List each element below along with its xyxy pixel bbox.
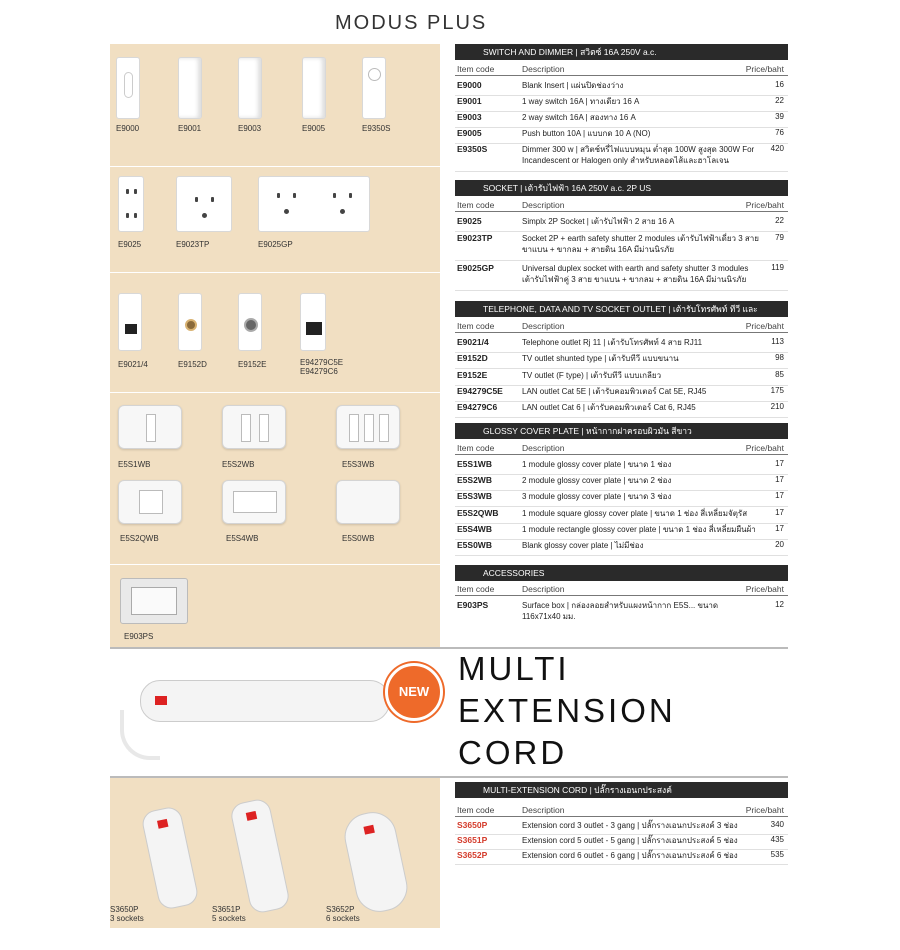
item-desc: TV outlet shunted type | เต้ารับทีวี แบบขนาน: [522, 354, 679, 363]
panel-divider: [110, 272, 440, 273]
e9025gp-image: [258, 176, 370, 232]
item-price: 39: [775, 112, 784, 121]
item-desc: Universal duplex socket with earth and safety shutter 3 modules เต้ารับไฟฟ้าคู่ 3 สาย ขาแบน + ขากลม + สายดิน 16A มีม่านนิรภัย: [522, 264, 749, 284]
item-desc: Blank Insert | แผ่นปิดช่องว่าง: [522, 81, 624, 90]
plate-slot: [379, 414, 389, 442]
switch-red-icon: [155, 696, 167, 705]
header-code: Item code: [457, 805, 495, 815]
item-code: S3650P: [457, 820, 488, 830]
item-code: S3652P: [457, 850, 488, 860]
item-price: 17: [775, 508, 784, 517]
pin-hole: [277, 193, 280, 198]
e5s2qwb-image: [118, 480, 182, 524]
e5s4wb-image: [222, 480, 286, 524]
new-badge: NEW: [385, 663, 443, 721]
plate-slot: [233, 491, 277, 513]
item-price: 22: [775, 96, 784, 105]
item-price: 113: [771, 337, 784, 346]
item-desc: 2 way switch 16A | สองทาง 16 A: [522, 113, 636, 122]
item-desc: Surface box | กล่องลอยสำหรับแผงหน้ากาก E5S... ขนาด 116x71x40 มม.: [522, 601, 719, 621]
e9350s-image: [362, 57, 386, 119]
table-row: [455, 370, 788, 386]
item-price: 119: [771, 263, 784, 272]
item-price: 175: [770, 386, 784, 395]
header-desc: Description: [522, 443, 565, 453]
header-code: Item code: [457, 584, 495, 594]
banner-bottom-line: [110, 776, 788, 778]
plate-slot: [259, 414, 269, 442]
table-row: [455, 353, 788, 369]
item-code: E9005: [457, 128, 482, 138]
e9152e-image: [238, 293, 262, 351]
item-price: 85: [775, 370, 784, 379]
item-price: 420: [770, 144, 784, 153]
header-code: Item code: [457, 443, 495, 453]
pin-hole: [333, 193, 336, 198]
header-desc: Description: [522, 805, 565, 815]
earth-hole: [202, 213, 207, 218]
caption-e5s4wb: E5S4WB: [226, 534, 259, 543]
banner-title-multi: MULTI: [458, 650, 570, 687]
item-desc: Extension cord 3 outlet - 3 gang | ปลั๊กรางเอนกประสงค์ 3 ช่อง: [522, 821, 738, 830]
caption-e9000: E9000: [116, 124, 140, 133]
item-price: 16: [775, 80, 784, 89]
banner-cable: [120, 710, 160, 760]
item-desc: Dimmer 300 w | สวิตช์หรี่ไฟแบบหมุน ต่ำสุด 100W สูงสุด 300W For Incandescent or Halogen only สำหรับหลอดไส้และฮาโลเจน: [522, 145, 755, 165]
pin-hole: [126, 213, 129, 218]
item-price: 17: [775, 475, 784, 484]
item-code: E9025: [457, 216, 482, 226]
banner-cord-image: [140, 680, 390, 722]
item-price: 535: [770, 850, 784, 859]
table-header: [455, 321, 788, 333]
e9001-image: [178, 57, 202, 119]
header-price: Price/baht: [745, 443, 784, 453]
item-price: 20: [775, 540, 784, 549]
switch-red-icon: [157, 819, 168, 829]
plate-slot: [241, 414, 251, 442]
header-desc: Description: [522, 321, 565, 331]
item-desc: 1 module glossy cover plate | ขนาด 1 ช่อง: [522, 460, 672, 469]
rj45-jack-icon: [306, 322, 322, 335]
rj11-jack-icon: [125, 324, 137, 334]
e9025-image: [118, 176, 144, 232]
item-desc: 1 way switch 16A | ทางเดียว 16 A: [522, 97, 640, 106]
caption-e9350s: E9350S: [362, 124, 391, 133]
caption-s3652p: S3652P 6 sockets: [326, 905, 360, 923]
table-header: [455, 200, 788, 212]
panel-divider: [110, 564, 440, 565]
e94279-image: [300, 293, 326, 351]
caption-s3651p: S3651P 5 sockets: [212, 905, 246, 923]
item-price: 98: [775, 353, 784, 362]
e5s2wb-image: [222, 405, 286, 449]
item-code: S3651P: [457, 835, 488, 845]
table-row: [455, 337, 788, 353]
dimmer-knob-icon: [368, 68, 381, 81]
earth-hole: [284, 209, 289, 214]
caption-e5s3wb: E5S3WB: [342, 460, 375, 469]
item-code: E5S3WB: [457, 491, 492, 501]
section-switch-title: SWITCH AND DIMMER | สวิตซ์ 16A 250V a.c.: [455, 44, 788, 60]
brand-title: MODUS PLUS: [335, 12, 488, 34]
table-row: [455, 475, 788, 491]
item-code: E94279C5E: [457, 386, 503, 396]
header-desc: Description: [522, 200, 565, 210]
caption-e94279: E94279C5E E94279C6: [300, 358, 344, 376]
e9003-image: [238, 57, 262, 119]
item-desc: Simplx 2P Socket | เต้ารับไฟฟ้า 2 สาย 16 A: [522, 217, 675, 226]
item-desc: 2 module glossy cover plate | ขนาด 2 ช่อง: [522, 476, 672, 485]
caption-e9025: E9025: [118, 240, 142, 249]
header-code: Item code: [457, 64, 495, 74]
item-price: 340: [770, 820, 784, 829]
e5s1wb-image: [118, 405, 182, 449]
table-row: [455, 850, 788, 865]
caption-e9003: E9003: [238, 124, 262, 133]
item-code: E9025GP: [457, 263, 494, 273]
item-price: 76: [775, 128, 784, 137]
item-code: E5S1WB: [457, 459, 492, 469]
item-desc: LAN outlet Cat 5E | เต้ารับคอมพิวเตอร์ Cat 5E, RJ45: [522, 387, 707, 396]
item-code: E9350S: [457, 144, 488, 154]
table-row: [455, 128, 788, 144]
table-row: [455, 402, 788, 418]
e9023tp-image: [176, 176, 232, 232]
caption-e9005: E9005: [302, 124, 326, 133]
pin-hole: [293, 193, 296, 198]
item-price: 17: [775, 524, 784, 533]
box-inner: [131, 587, 177, 615]
table-row: [455, 459, 788, 475]
item-desc: Telephone outlet Rj 11 | เต้ารับโทรศัพท์ 4 สาย RJ11: [522, 338, 703, 347]
table-row: [455, 386, 788, 402]
item-price: 17: [775, 491, 784, 500]
item-code: E5S2QWB: [457, 508, 499, 518]
e9005-image: [302, 57, 326, 119]
banner-title-extension: EXTENSION: [458, 692, 676, 729]
multi-extension-banner: [110, 650, 788, 775]
table-row: [455, 524, 788, 540]
item-desc: LAN outlet Cat 6 | เต้ารับคอมพิวเตอร์ Cat 6, RJ45: [522, 403, 696, 412]
plate-slot: [349, 414, 359, 442]
header-desc: Description: [522, 64, 565, 74]
item-price: 79: [775, 233, 784, 242]
table-row: [455, 540, 788, 556]
table-header: [455, 805, 788, 817]
item-price: 12: [775, 600, 784, 609]
pin-hole: [211, 197, 214, 202]
table-row: [455, 600, 788, 628]
section-multi-title: MULTI-EXTENSION CORD | ปลั๊กรางเอนกประสงค์: [455, 782, 788, 798]
table-row: [455, 508, 788, 524]
panel-data: [110, 272, 440, 392]
panel-switches: [110, 44, 440, 166]
caption-e9001: E9001: [178, 124, 202, 133]
caption-s3650p: S3650P 3 sockets: [110, 905, 144, 923]
item-price: 210: [770, 402, 784, 411]
caption-e9023tp: E9023TP: [176, 240, 210, 249]
blank-oval: [124, 72, 133, 98]
pin-hole: [126, 189, 129, 194]
table-header: [455, 584, 788, 596]
header-code: Item code: [457, 321, 495, 331]
item-code: E9152E: [457, 370, 488, 380]
item-code: E5S4WB: [457, 524, 492, 534]
header-desc: Description: [522, 584, 565, 594]
item-price: 435: [770, 835, 784, 844]
e9152d-image: [178, 293, 202, 351]
earth-hole: [340, 209, 345, 214]
caption-e5s2qwb: E5S2QWB: [120, 534, 159, 543]
item-desc: TV outlet (F type) | เต้ารับทีวี แบบเกลียว: [522, 371, 662, 380]
caption-e9021-4: E9021/4: [118, 360, 148, 369]
header-price: Price/baht: [745, 805, 784, 815]
caption-e9152e: E9152E: [238, 360, 267, 369]
e5s0wb-image: [336, 480, 400, 524]
item-code: E9000: [457, 80, 482, 90]
panel-divider: [110, 166, 440, 167]
panel-divider: [110, 392, 440, 393]
item-desc: Blank glossy cover plate | ไม่มีช่อง: [522, 541, 644, 550]
section-socket-title: SOCKET | เต้ารับไฟฟ้า 16A 250V a.c. 2P US: [455, 180, 788, 196]
header-price: Price/baht: [745, 584, 784, 594]
item-code: E94279C6: [457, 402, 498, 412]
item-code: E903PS: [457, 600, 489, 610]
switch-red-icon: [246, 811, 257, 821]
item-code: E9001: [457, 96, 482, 106]
item-code: E9023TP: [457, 233, 493, 243]
header-price: Price/baht: [745, 64, 784, 74]
item-price: 17: [775, 459, 784, 468]
table-row: [455, 96, 788, 112]
caption-e9152d: E9152D: [178, 360, 207, 369]
table-row: [455, 263, 788, 291]
plate-slot: [146, 414, 156, 442]
f-connector-icon: [244, 318, 258, 332]
e5s3wb-image: [336, 405, 400, 449]
item-desc: Push button 10A | แบบกด 10 A (NO): [522, 129, 651, 138]
plate-slot: [139, 490, 163, 514]
header-price: Price/baht: [745, 321, 784, 331]
e9000-image: [116, 57, 140, 119]
table-row: [455, 820, 788, 835]
banner-title-cord: CORD: [458, 734, 568, 771]
item-desc: Extension cord 5 outlet - 5 gang | ปลั๊กรางเอนกประสงค์ 5 ช่อง: [522, 836, 738, 845]
e903ps-image: [120, 578, 188, 624]
header-code: Item code: [457, 200, 495, 210]
table-row: [455, 80, 788, 96]
header-price: Price/baht: [745, 200, 784, 210]
item-code: E5S0WB: [457, 540, 492, 550]
table-row: [455, 835, 788, 850]
item-code: E9003: [457, 112, 482, 122]
caption-e5s0wb: E5S0WB: [342, 534, 375, 543]
section-cover-title: GLOSSY COVER PLATE | หน้ากากฝาครอบผิวมัน สีขาว: [455, 423, 788, 439]
item-desc: 1 module square glossy cover plate | ขนาด 1 ช่อง สี่เหลี่ยมจัตุรัส: [522, 509, 748, 518]
table-row: [455, 112, 788, 128]
e9021-4-image: [118, 293, 142, 351]
item-desc: Extension cord 6 outlet - 6 gang | ปลั๊กรางเอนกประสงค์ 6 ช่อง: [522, 851, 738, 860]
caption-e903ps: E903PS: [124, 632, 154, 641]
section-accessories-title: ACCESSORIES: [455, 565, 788, 581]
table-header: [455, 443, 788, 455]
pin-hole: [195, 197, 198, 202]
pin-hole: [349, 193, 352, 198]
caption-e9025gp: E9025GP: [258, 240, 293, 249]
item-code: E9021/4: [457, 337, 489, 347]
coax-jack-icon: [185, 319, 197, 331]
item-desc: Socket 2P + earth safety shutter 2 modules เต้ารับไฟฟ้าเดี่ยว 3 สาย ขาแบน + ขากลม + สายดิน 16A มีม่านนิรภัย: [522, 234, 759, 254]
caption-e5s2wb: E5S2WB: [222, 460, 255, 469]
plate-slot: [364, 414, 374, 442]
item-code: E5S2WB: [457, 475, 492, 485]
item-desc: 1 module rectangle glossy cover plate | ขนาด 1 ช่อง สี่เหลี่ยมผืนผ้า: [522, 525, 756, 534]
table-row: [455, 216, 788, 232]
banner-top-line: [110, 647, 788, 649]
table-row: [455, 144, 788, 172]
table-row: [455, 233, 788, 261]
switch-red-icon: [363, 825, 374, 835]
item-code: E9152D: [457, 353, 488, 363]
item-price: 22: [775, 216, 784, 225]
pin-hole: [134, 213, 137, 218]
item-desc: 3 module glossy cover plate | ขนาด 3 ช่อง: [522, 492, 672, 501]
pin-hole: [134, 189, 137, 194]
table-header: [455, 64, 788, 76]
caption-e5s1wb: E5S1WB: [118, 460, 151, 469]
section-telephone-title: TELEPHONE, DATA AND TV SOCKET OUTLET | เต้ารับโทรศัพท์ ทีวี และ คอมพิวเตอร์: [455, 301, 788, 317]
table-row: [455, 491, 788, 507]
